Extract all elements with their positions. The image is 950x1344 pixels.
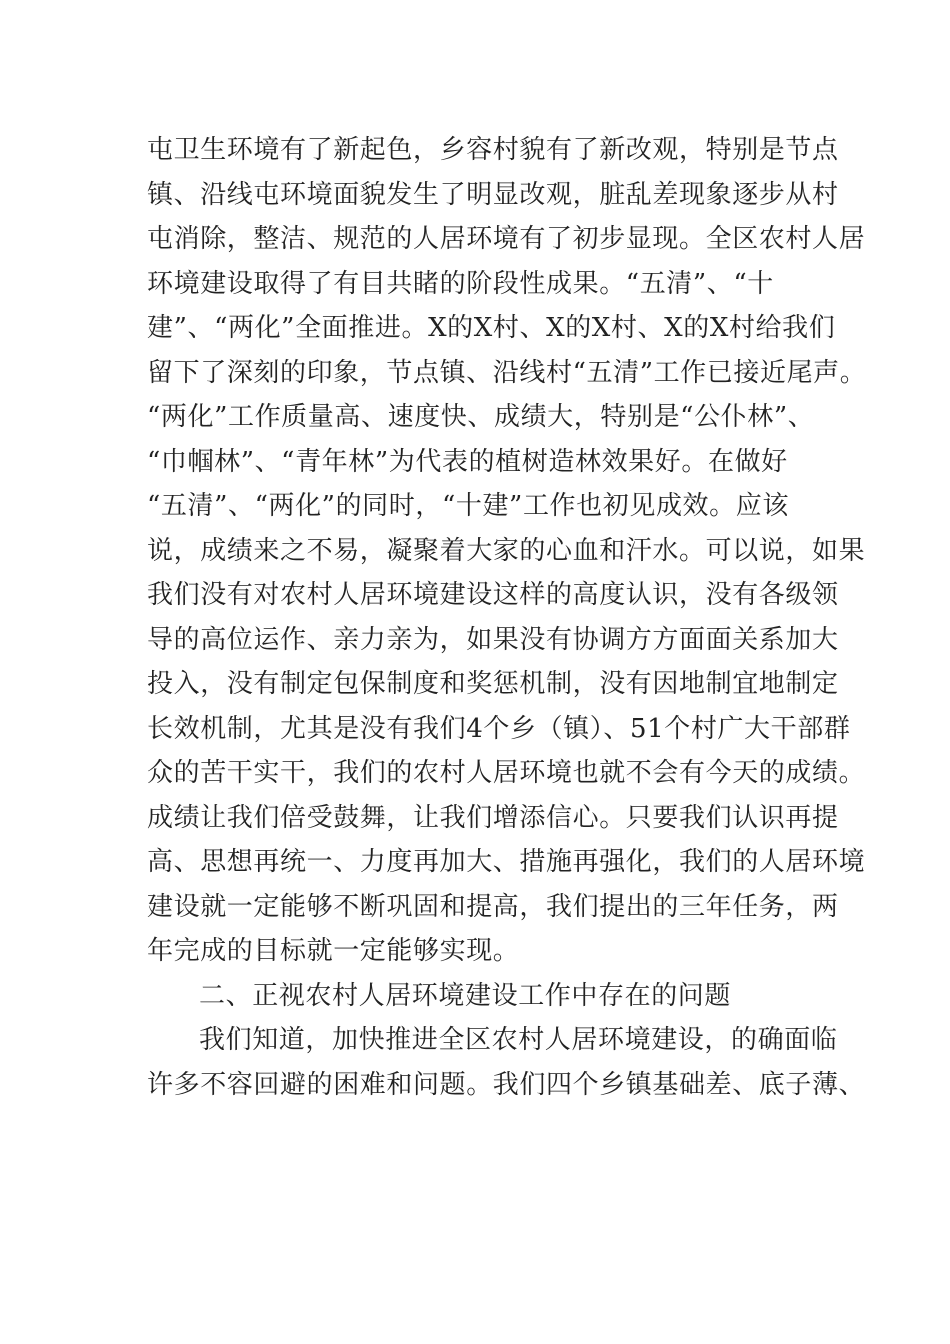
body-text-line: 屯卫生环境有了新起色，乡容村貌有了新改观，特别是节点 xyxy=(147,135,839,165)
body-text-line: 高、思想再统一、力度再加大、措施再强化，我们的人居环境 xyxy=(147,847,866,877)
body-text-line: 成绩让我们倍受鼓舞，让我们增添信心。只要我们认识再提 xyxy=(147,802,839,833)
body-text-line: 屯消除，整洁、规范的人居环境有了初步显现。全区农村人居 xyxy=(147,224,866,254)
body-text-line: “巾帼林”、“青年林”为代表的植树造林效果好。在做好 xyxy=(147,446,788,477)
body-text-line: 环境建设取得了有目共睹的阶段性成果。“五清”、“十 xyxy=(147,268,774,299)
body-text-line: 建”、“两化”全面推进。X的X村、X的X村、X的X村给我们 xyxy=(147,313,836,343)
body-text-line: 导的高位运作、亲力亲为，如果没有协调方方面面关系加大 xyxy=(147,624,839,655)
body-text-line: 建设就一定能够不断巩固和提高，我们提出的三年任务，两 xyxy=(147,891,839,922)
section-heading: 二、正视农村人居环境建设工作中存在的问题 xyxy=(199,980,732,1011)
body-text-line: 我们没有对农村人居环境建设这样的高度认识，没有各级领 xyxy=(147,580,839,610)
body-text-line: 长效机制，尤其是没有我们4个乡（镇）、51个村广大干部群 xyxy=(147,713,851,744)
body-text-line: “两化”工作质量高、速度快、成绩大，特别是“公仆林”、 xyxy=(147,402,815,432)
body-text-line: “五清”、“两化”的同时，“十建”工作也初见成效。应该 xyxy=(147,491,789,521)
body-text-line: 镇、沿线屯环境面貌发生了明显改观，脏乱差现象逐步从村 xyxy=(147,179,839,210)
body-text-line: 许多不容回避的困难和问题。我们四个乡镇基础差、底子薄、 xyxy=(147,1069,866,1100)
body-text-line: 我们知道，加快推进全区农村人居环境建设，的确面临 xyxy=(199,1025,838,1055)
body-text-line: 投入，没有制定包保制度和奖惩机制，没有因地制宜地制定 xyxy=(147,669,839,699)
body-text-line: 众的苦干实干，我们的农村人居环境也就不会有今天的成绩。 xyxy=(147,758,866,788)
document-body xyxy=(147,128,867,1107)
body-text-line: 说，成绩来之不易，凝聚着大家的心血和汗水。可以说，如果 xyxy=(147,535,866,566)
body-text-line: 年完成的目标就一定能够实现。 xyxy=(147,936,520,966)
body-text-line: 留下了深刻的印象，节点镇、沿线村“五清”工作已接近尾声。 xyxy=(147,357,867,388)
